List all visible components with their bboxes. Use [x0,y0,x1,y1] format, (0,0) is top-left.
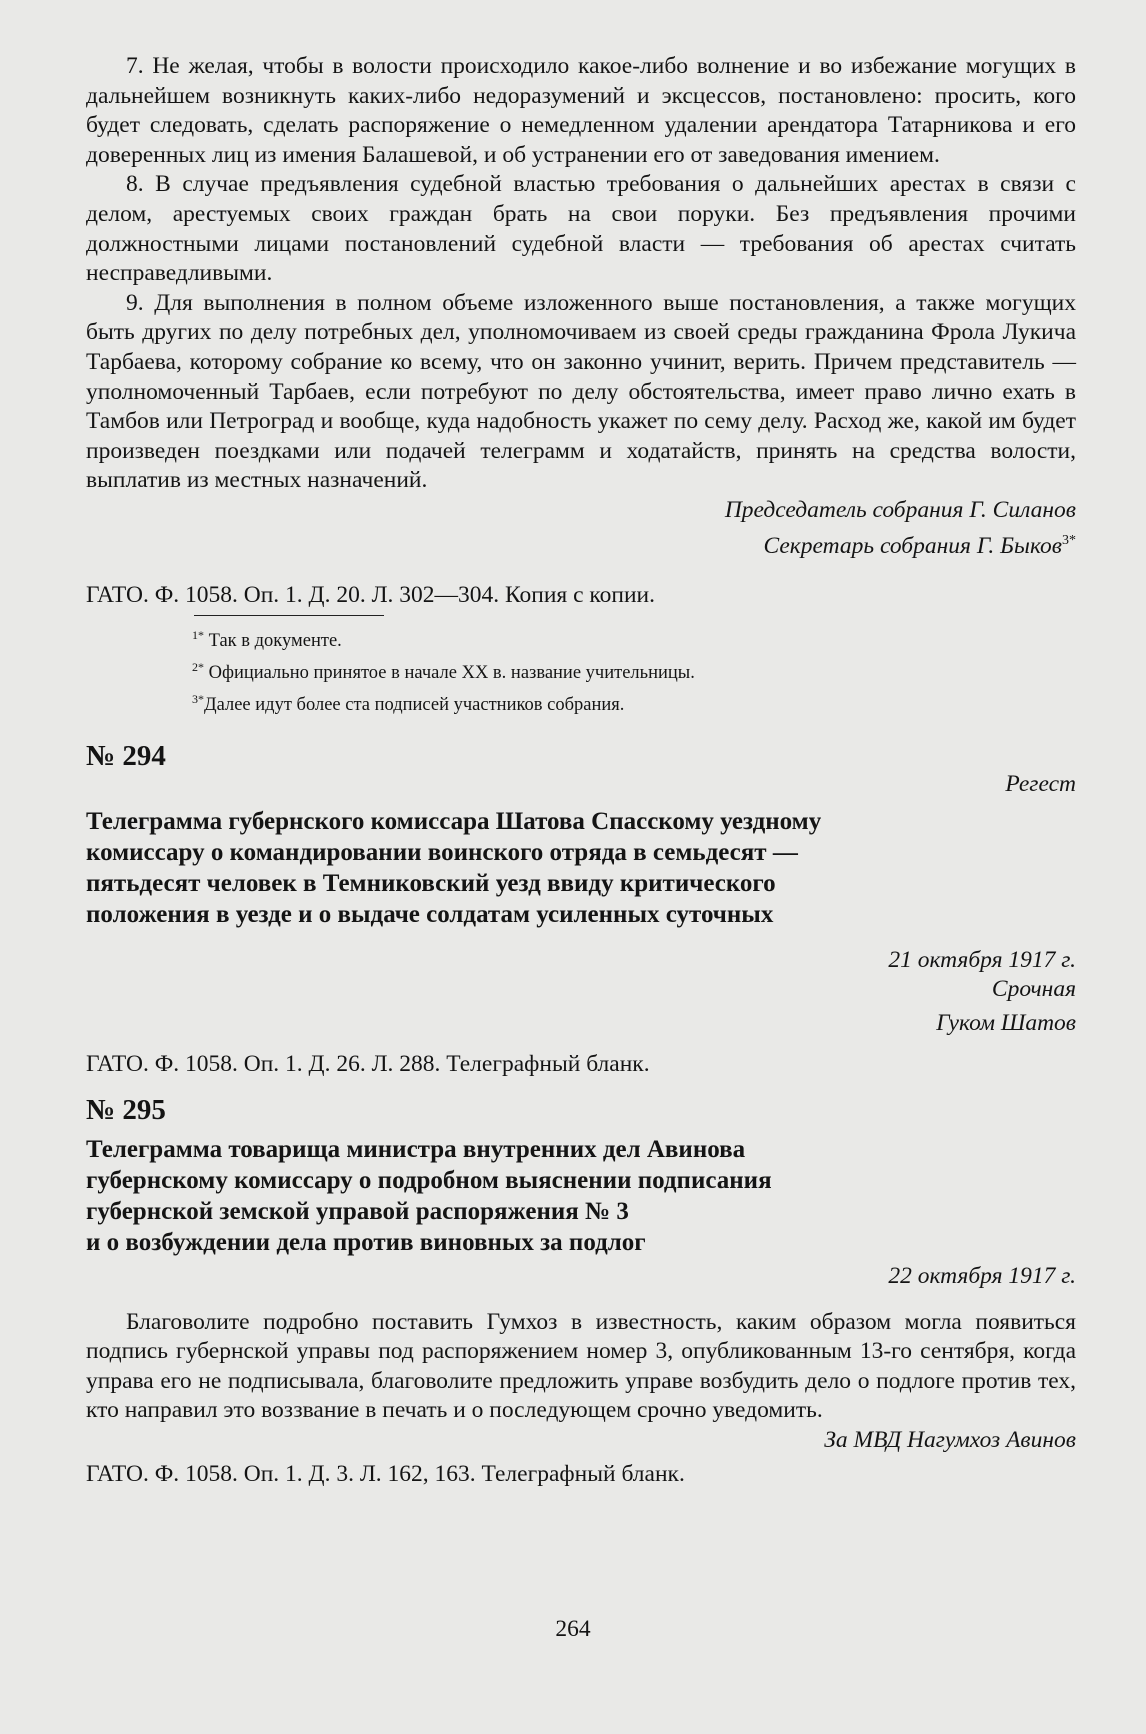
doc-number-295: № 295 [86,1093,166,1126]
doc-body-295: Благоволите подробно поставить Гумхоз в известность, каким образом могла появиться подпись губернской управы под распоряжением номер 3, опубликованным 13-го сентября, когда управа его не подписывала, благоволите предложить управе возбудить дело о подлоге против тех, кто направил это воззвание в печать и о последующем срочно уведомить. [86,1308,1076,1424]
doc-date-294: 21 октября 1917 г. [888,946,1076,973]
page-number: 264 [555,1616,591,1642]
doc-title-294 [86,806,1076,930]
footnote-2: $^{2*}$ Официально принятое в начале XX в. название учительницы. [192,659,695,683]
title-line: Телеграмма товарища министра внутренних дел Авинова [86,1135,746,1163]
footnote-divider [194,615,384,616]
footnote-3: $^{3*}$Далее идут более ста подписей участников собрания. [192,691,625,715]
paragraph-9: 9. Для выполнения в полном объеме изложенного выше постановления, а также могущих быть других по делу потребных дел, уполномочиваем из своей среды гражданина Фрола Лукича Тарбаева, которому собрание ко всему, что он законно учинит, верить. Причем представитель — уполномоченный Тарбаев, если потребуют по делу обстоятельства, имеет право лично ехать в Тамбов или Петроград и вообще, куда надобность укажет по сему делу. Расход же, какой им будет произведен поездками или подачей телеграмм и ходатайств, принять на средства волости, выплатив из местных назначений. [86,289,1076,494]
title-line: комиссару о командировании воинского отряда в семьдесят — [86,838,798,866]
signature-chairman: Председатель собрания Г. Силанов [724,496,1076,523]
archive-source-1: ГАТО. Ф. 1058. Оп. 1. Д. 20. Л. 302—304. Копия с копии. [86,581,656,608]
signature-secretary: Секретарь собрания Г. Быков [763,532,1062,559]
title-line: и о возбуждении дела против виновных за подлог [86,1228,646,1256]
urgency-label: Срочная [991,976,1076,1003]
doc-number-294: № 294 [86,739,166,772]
title-line: Телеграмма губернского комиссара Шатова Спасскому уездному [86,807,822,835]
title-line: губернской земской управой распоряжения № 3 [86,1197,629,1225]
title-line: пятьдесят человек в Темниковский уезд ввиду критического [86,869,776,897]
archive-source-294: ГАТО. Ф. 1058. Оп. 1. Д. 26. Л. 288. Телеграфный бланк. [86,1051,650,1078]
doc-title-295 [86,1134,1076,1258]
footnote-1: $^{1*}$ Так в документе. [192,627,342,651]
signature-294: Гуком Шатов [936,1009,1076,1036]
regest-label: Регест [1005,770,1076,797]
signature-295: За МВД Нагумхоз Авинов [824,1426,1076,1453]
paragraph-7: 7. Не желая, чтобы в волости происходило какое-либо волнение и во избежание могущих в дальнейшем возникнуть каких-либо недоразумений и эксцессов, постановлено: просить, кого будет следовать, сделать распоряжение о немедленном удалении арендатора Татарникова и его доверенных лиц из имения Балашевой, и об устранении его от заведования имением. [86,53,1076,168]
paragraph-8: 8. В случае предъявления судебной властью требования о дальнейших арестах в связи с делом, арестуемых своих граждан брать на свои поруки. Без предъявления прочими должностными лицами постановлений судебной власти — требования об арестах считать несправедливыми. [86,171,1076,287]
title-line: положения в уезде и о выдаче солдатам усиленных суточных [86,900,774,928]
signature-secretary-line [86,526,1076,561]
title-line: губернскому комиссару о подробном выяснении подписания [86,1166,772,1194]
archive-source-295: ГАТО. Ф. 1058. Оп. 1. Д. 3. Л. 162, 163. Телеграфный бланк. [86,1460,685,1487]
doc-date-295: 22 октября 1917 г. [888,1262,1076,1289]
footnote-ref-3: 3* [1062,532,1076,548]
